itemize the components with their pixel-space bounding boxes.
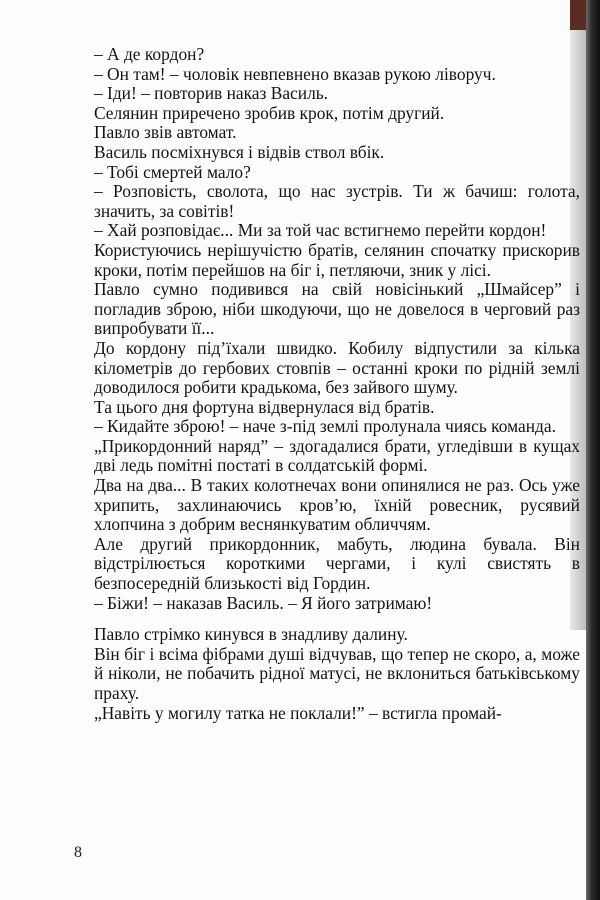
text-line: Селянин приречено зробив крок, потім другий. [94, 102, 445, 123]
text-line: – А де кордон? [94, 44, 205, 64]
text-line: Користуючись нерішучістю братів, селянин спочатку прискорив кроки, потім перейшов на біг і, петляючи, зник у лісі. [94, 239, 580, 280]
text-line: – Біжи! – наказав Василь. – Я його затримаю! [94, 592, 433, 613]
text-line: Василь посміхнувся і відвів ствол вбік. [94, 141, 385, 162]
text-line: До кордону під’їхали швидко. Кобилу відпустили за кілька кілометрів до гербових стовпів – останні кроки по рідній землі доводилося робити крадькома, без зайвого шуму. [94, 337, 580, 398]
page-text [94, 45, 580, 723]
text-line: – Хай розповідає... Ми за той час встигнемо перейти кордон! [94, 220, 547, 241]
text-line: Павло звів автомат. [94, 122, 237, 143]
text-line: – Он там! – чоловік невпевнено вказав рукою ліворуч. [94, 63, 496, 84]
text-line: „Навіть у могилу татка не поклали!” – встигла промай- [94, 702, 502, 723]
book-binding-edge [586, 0, 600, 900]
text-line: – Розповість, сволота, що нас зустрів. Ти ж бачиш: голота, значить, за совітів! [94, 181, 580, 221]
text-line: Він біг і всіма фібрами душі відчував, що тепер не скоро, а, може й ніколи, не побачить рідної матусі, не вклониться батьківському праху. [94, 643, 580, 703]
text-line: – Тобі смертей мало? [94, 161, 251, 182]
text-line: Але другий прикордонник, мабуть, людина бувала. Він відстрілюється короткими чергами, і кулі свистять в безпосередній близькості від Гордин. [94, 533, 580, 594]
text-line: Два на два... В таких колотнечах вони опинялися не раз. Ось уже хрипить, захлинаючись кров’ю, їхній ровесник, русявий хлопчина з добрим веснянкуватим обличчям. [94, 475, 580, 535]
text-line: „Прикордонний наряд” – здогадалися брати, угледівши в кущах дві ледь помітні постаті в солдатській формі. [94, 435, 580, 476]
text-line: – Іди! – повторив наказ Василь. [94, 83, 329, 104]
page-number: 8 [74, 844, 82, 861]
text-line: – Кидайте зброю! – наче з-під землі пролунала чиясь команда. [94, 416, 556, 437]
text-line: Та цього дня фортуна відвернулася від братів. [94, 396, 435, 417]
text-line: Павло стрімко кинувся в знадливу далину. [94, 624, 408, 645]
text-line: Павло сумно подивився на свій новісінький „Шмайсер” і погладив зброю, ніби шкодуючи, що не довелося в черговий раз випробувати її... [94, 279, 580, 339]
